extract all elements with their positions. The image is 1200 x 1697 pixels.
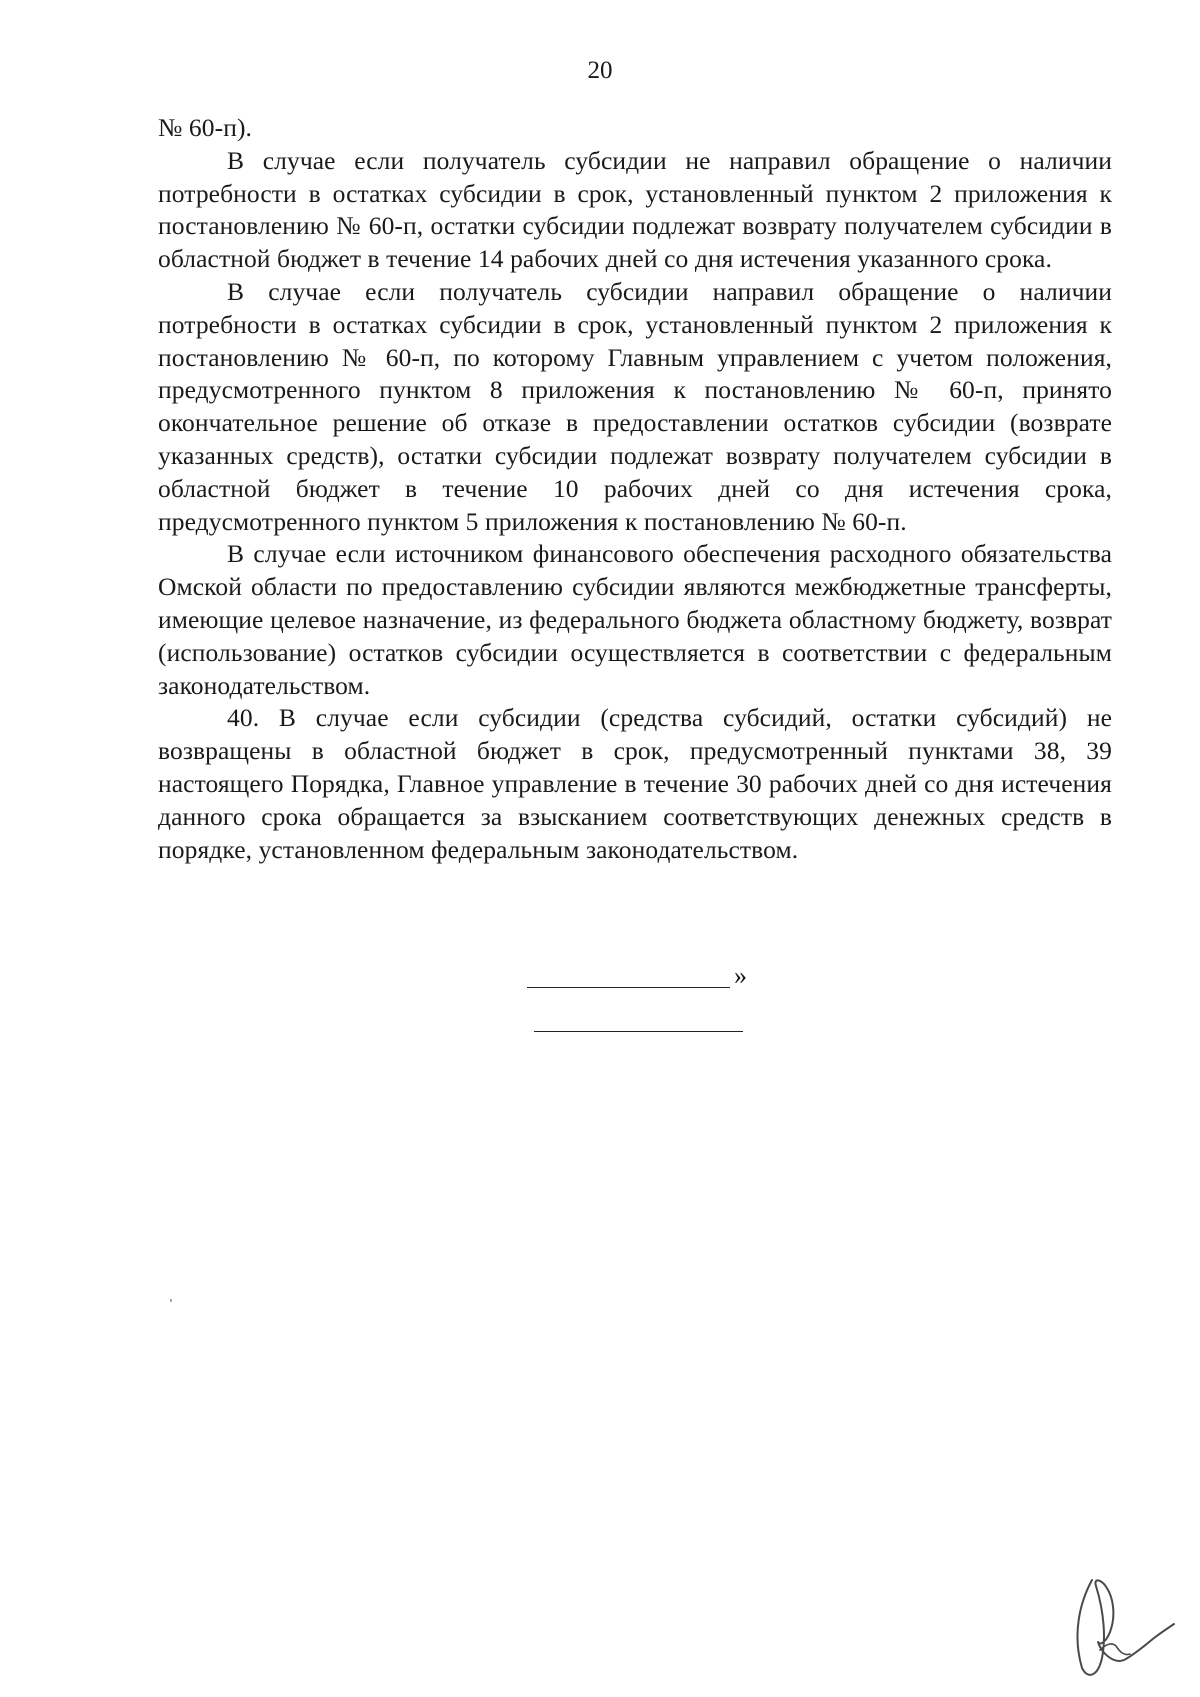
paragraph-request-refused: В случае если получатель субсидии направил обращение о наличии потребности в остатках субсидии в срок, установленный пунктом 2 приложения к постановлению № 60-п, по которому Главным управлением с учетом положения, предусмотренного пунктом 8 приложения к постановлению № 60-п, принято окончательное решение об отказе в предоставлении остатков субсидии (возврате указанных средств), остатки субсидии подлежат возврату получателем субсидии в областной бюджет в течение 10 рабочих дней со дня истечения срока, предусмотренного пунктом 5 приложения к постановлению № 60-п. [158, 276, 1112, 536]
closing-quote: » [734, 961, 747, 990]
paragraph-federal-transfers: В случае если источником финансового обеспечения расходного обязательства Омской области по предоставлению субсидии являются межбюджетные трансферты, имеющие целевое назначение, из федерального бюджета областному бюджету, возврат (использование) остатков субсидии осуществляется в соответствии с федеральным законодательством. [158, 539, 1112, 700]
paragraph-continuation: № 60-п). [158, 113, 253, 142]
page-number: 20 [587, 57, 613, 84]
closing-mark [527, 960, 747, 994]
paragraph-item-40: 40. В случае если субсидии (средства субсидий, остатки субсидий) не возвращены в областной бюджет в срок, предусмотренный пунктами 38, 39 настоящего Порядка, Главное управление в течение 30 рабочих дней со дня истечения данного срока обращается за взысканием соответствующих денежных средств в порядке, установленном федеральным законодательством. [158, 703, 1112, 864]
scan-speck [170, 1299, 172, 1302]
signature-initials [1058, 1572, 1178, 1682]
paragraph-no-request: В случае если получатель субсидии не направил обращение о наличии потребности в остатках субсидии в срок, установленный пунктом 2 приложения к постановлению № 60-п, остатки субсидии подлежат возврату получателем субсидии в областной бюджет в течение 14 рабочих дней со дня истечения указанного срока. [158, 145, 1112, 274]
document-body [158, 112, 1112, 866]
end-separator-line [534, 1031, 743, 1032]
closing-underline [527, 987, 730, 988]
